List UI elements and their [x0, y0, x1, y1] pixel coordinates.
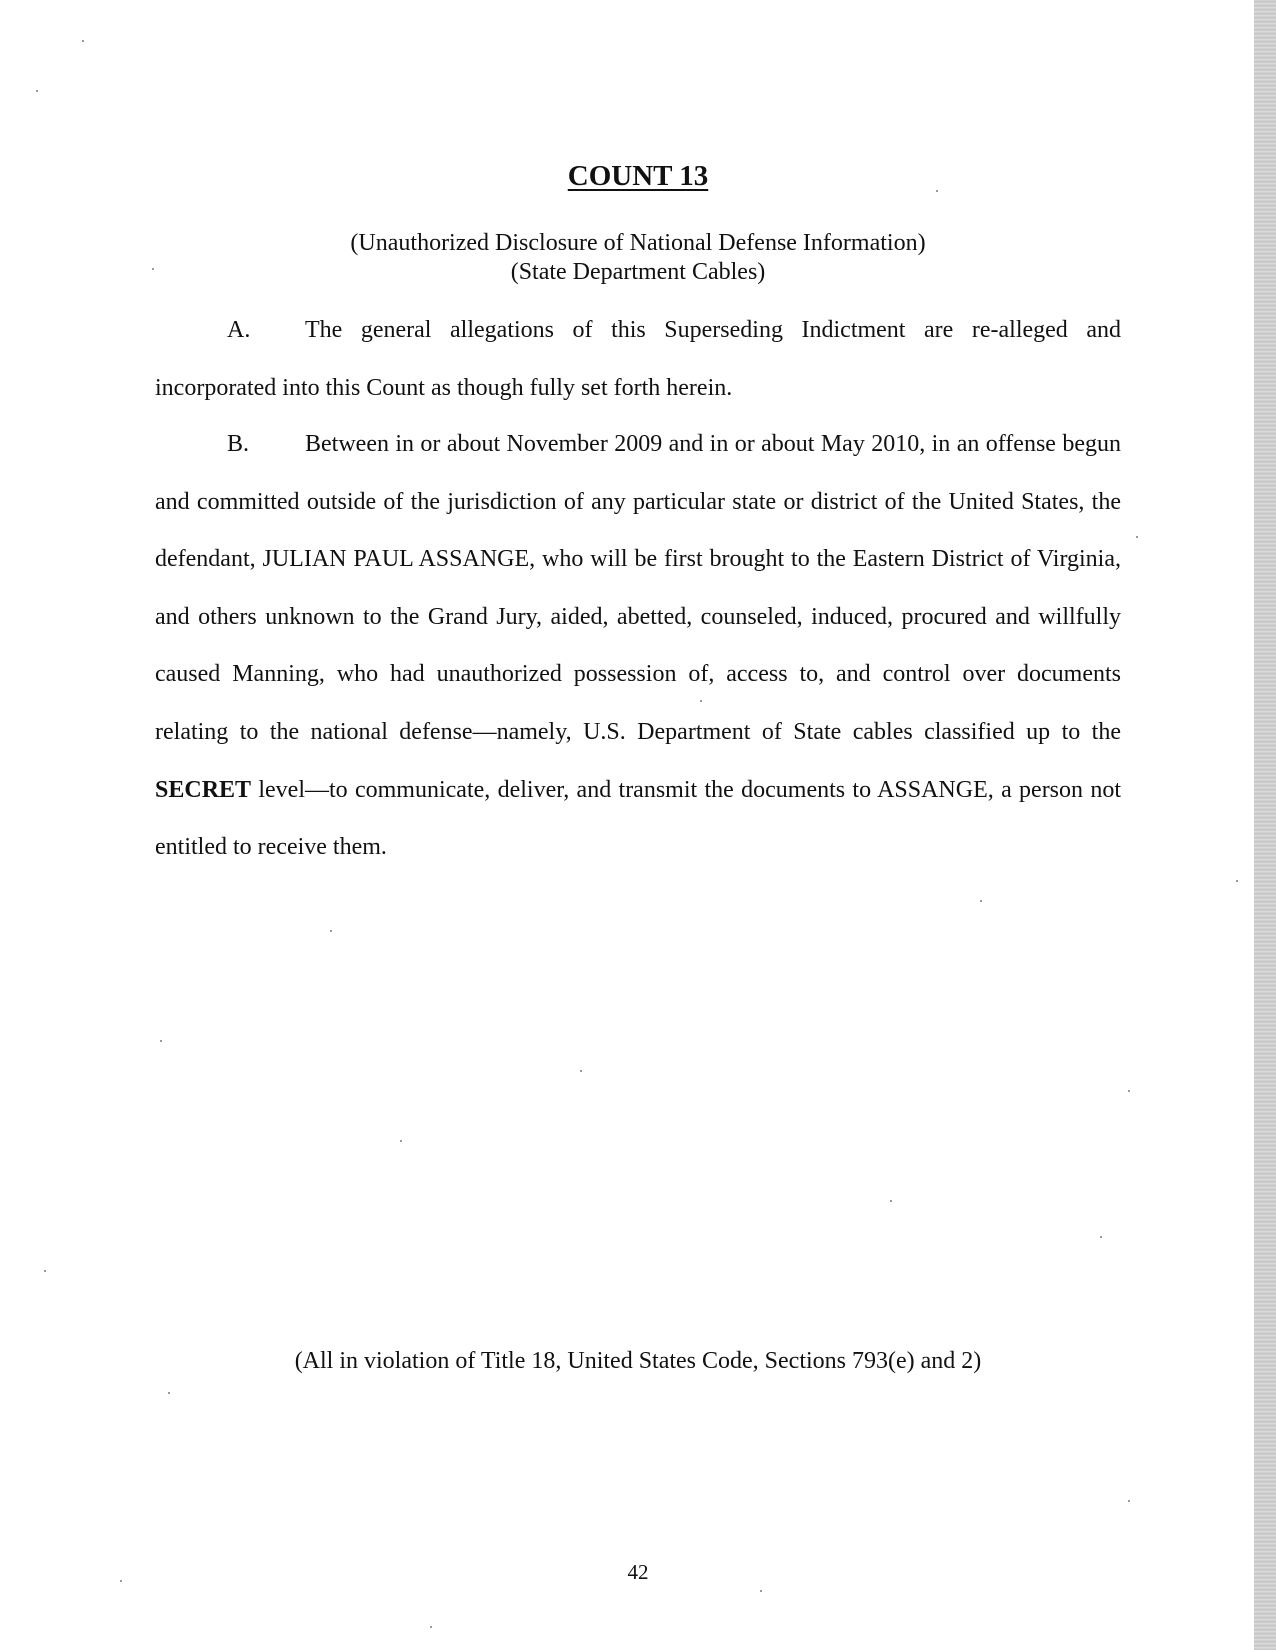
paragraph-b-text-start: Between in or about November 2009 and in or about May 2010, in an offense begun and committed outside of the jurisdiction of any particular state or district of the United States, the defendant, JULIAN PAUL ASSANGE, who will be first brought to the Eastern District of Virginia, and others unknown to the Grand Jury, aided, abetted, counseled, induced, procured and willfully caused Manning, who had unauthorized possession of, access to, and control over documents relating to the national defense—namely, U.S. Department of State cables classified up to the — [155, 431, 1121, 745]
scan-speck — [760, 1590, 762, 1592]
scan-speck — [430, 1626, 432, 1628]
scan-speck — [890, 1200, 892, 1202]
subtitle-line-2: (State Department Cables) — [510, 259, 766, 285]
scan-speck — [330, 930, 332, 932]
scan-speck — [152, 268, 154, 270]
scan-speck — [400, 1140, 402, 1142]
scan-speck — [1128, 1500, 1130, 1502]
scan-speck — [580, 1070, 582, 1072]
scan-speck — [168, 1392, 170, 1394]
scan-speck — [160, 1040, 162, 1042]
paragraph-a-text: The general allegations of this Superseding Indictment are re-alleged and incorporated into this Count as though fully set forth herein. — [155, 317, 1121, 401]
scan-speck — [82, 40, 84, 42]
paragraph-b — [155, 416, 1121, 877]
count-title: COUNT 13 — [567, 160, 709, 192]
scan-speck — [936, 190, 938, 192]
scan-speck — [120, 1580, 122, 1582]
paragraph-a-marker: A. — [227, 317, 251, 343]
violation-clause: (All in violation of Title 18, United States Code, Sections 793(e) and 2) — [294, 1348, 982, 1374]
scan-speck — [1128, 1090, 1130, 1092]
count-subtitle — [0, 229, 1276, 287]
scan-speck — [1136, 536, 1138, 538]
classification-level: SECRET — [155, 776, 252, 803]
scan-speck — [36, 90, 38, 92]
scan-speck — [44, 1270, 46, 1272]
scan-speck — [1236, 880, 1238, 882]
paragraph-a — [155, 302, 1121, 417]
paragraph-b-text-end: level—to communicate, deliver, and transmit the documents to ASSANGE, a person not entitled to receive them. — [155, 776, 1121, 861]
paragraph-b-marker: B. — [227, 431, 250, 457]
subtitle-line-1: (Unauthorized Disclosure of National Defense Information) — [350, 230, 926, 256]
page-number: 42 — [627, 1560, 649, 1584]
scan-speck — [700, 700, 702, 702]
scan-speck — [1100, 1236, 1102, 1238]
scan-speck — [980, 900, 982, 902]
